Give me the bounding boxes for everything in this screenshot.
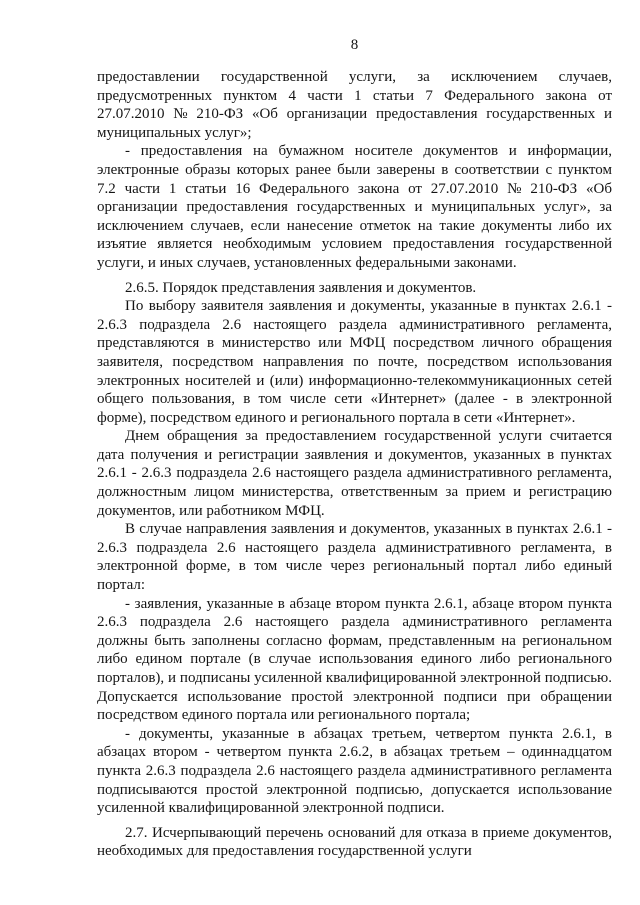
line-text: необходимых для предоставления государственной услуги: [97, 843, 472, 860]
line-text: должны быть заполнены согласно формам, представленным на региональном: [97, 632, 612, 649]
text-line: [97, 464, 612, 483]
text-line: [97, 446, 612, 465]
line-text: портал:: [97, 577, 146, 594]
line-text: - документы, указанные в абзацах третьем, четвертом пункта 2.6.1, в: [125, 725, 612, 742]
text-line: [97, 650, 612, 669]
line-text: усиленной квалифицированной электронной подписи.: [97, 800, 445, 817]
line-text: Допускается использование простой электронной подписи при обращении: [97, 688, 612, 705]
text-line: [97, 427, 612, 446]
paragraph-electronic-submission: [97, 520, 612, 594]
line-text: либо едином портале (в случае использования единого либо регионального: [97, 651, 612, 668]
line-text: электронные образы которых ранее были заверены в соответствии с пунктом: [97, 161, 612, 178]
line-text: заявителя, посредством направления по почте, посредством использования: [97, 353, 612, 370]
text-line: [97, 595, 612, 614]
line-text: исключением случаев, если нанесение отметок на такие документы либо их: [97, 217, 612, 234]
text-line: [97, 557, 612, 576]
text-line: [97, 502, 612, 521]
line-text: форме), посредством единого и регионального портала в сети «Интернет».: [97, 409, 576, 426]
text-line: [97, 87, 612, 106]
line-text: посредством единого портала или регионального портала;: [97, 707, 471, 724]
text-line: [97, 539, 612, 558]
line-text: изъятие является необходимым условием предоставления государственной: [97, 236, 612, 253]
text-line: [97, 613, 612, 632]
text-line: [97, 217, 612, 236]
text-line: [97, 669, 612, 688]
line-text: По выбору заявителя заявления и документы, указанные в пунктах 2.6.1 -: [125, 298, 612, 315]
line-text: должностным лицом министерства, ответственным за прием и регистрацию: [97, 484, 612, 501]
line-text: 2.6.3 подраздела 2.6 настоящего раздела административного регламента, в: [97, 539, 612, 556]
line-text: представляются в министерство или МФЦ посредством личного обращения: [97, 335, 612, 352]
line-text: общего пользования, в том числе сети «Интернет» (далее - в электронной: [97, 391, 612, 408]
text-line: [97, 824, 612, 843]
text-line: [97, 576, 612, 595]
page-number: 8: [350, 37, 359, 53]
text-line: [97, 520, 612, 539]
text-line: [97, 688, 612, 707]
text-line: [97, 353, 612, 372]
line-text: - предоставления на бумажном носителе документов и информации,: [125, 143, 612, 160]
line-text: электронных носителей и (или) информационно-телекоммуникационных сетей: [97, 372, 612, 389]
paragraph-applications-signing: [97, 595, 612, 725]
line-text: предусмотренных пунктом 4 части 1 статьи 7 Федерального закона от: [97, 87, 612, 104]
text-line: [97, 142, 612, 161]
text-line: [97, 297, 612, 316]
paragraph-paper-documents: [97, 142, 612, 272]
line-text: - заявления, указанные в абзаце втором пункта 2.6.1, абзаце втором пункта: [125, 595, 612, 612]
text-line: [97, 781, 612, 800]
line-text: муниципальных услуг»;: [97, 124, 252, 141]
document-body: [97, 68, 612, 861]
line-text: электронной форме, в том числе через региональный портал либо единый: [97, 558, 612, 575]
line-text: предоставлении государственной услуги, за исключением случаев,: [97, 69, 612, 85]
paragraph-documents-signing: [97, 725, 612, 818]
line-text: порталов), и подписаны усиленной квалифицированной электронной подписью.: [97, 670, 612, 686]
line-text: 7.2 части 1 статьи 16 Федерального закона от 27.07.2010 № 210-ФЗ «Об: [97, 180, 612, 197]
text-line: [97, 124, 612, 143]
text-line: [97, 762, 612, 781]
line-text: подписываются простой электронной подписью, допускается использование: [97, 781, 612, 798]
line-text: услуги, и иных случаев, установленных федеральными законами.: [97, 254, 517, 271]
text-line: [97, 743, 612, 762]
line-text: 2.6.3 подраздела 2.6 настоящего раздела административного регламента: [97, 614, 612, 631]
line-text: Днем обращения за предоставлением государственной услуги считается: [125, 428, 612, 445]
paragraph-application-date: [97, 427, 612, 520]
text-line: [97, 409, 612, 428]
line-text: документов, или работником МФЦ.: [97, 502, 325, 519]
text-line: [97, 180, 612, 199]
text-line: [97, 842, 612, 861]
text-line: [97, 161, 612, 180]
section-heading-2-7: [97, 824, 612, 861]
text-line: [97, 334, 612, 353]
text-line: [97, 105, 612, 124]
text-line: [97, 390, 612, 409]
line-text: 2.6.5. Порядок представления заявления и документов.: [125, 279, 477, 296]
text-line: [97, 198, 612, 217]
text-line: [97, 483, 612, 502]
text-line: [97, 279, 612, 298]
line-text: В случае направления заявления и документов, указанных в пунктах 2.6.1 -: [125, 521, 612, 538]
line-text: организации предоставления государственных и муниципальных услуг», за: [97, 199, 612, 216]
text-line: [97, 254, 612, 273]
line-text: абзацах втором - четвертом пункта 2.6.2, в абзацах третьем – одиннадцатом: [97, 744, 612, 761]
line-text: дата получения и регистрации заявления и документов, указанных в пунктах: [97, 446, 612, 463]
line-text: 27.07.2010 № 210-ФЗ «Об организации предоставления государственных и: [97, 106, 612, 123]
paragraph-continuation: [97, 68, 612, 142]
text-line: [97, 725, 612, 744]
text-line: [97, 235, 612, 254]
text-line: [97, 316, 612, 335]
text-line: [97, 706, 612, 725]
text-line: [97, 799, 612, 818]
section-heading-2-6-5: [97, 279, 612, 298]
line-text: 2.7. Исчерпывающий перечень оснований для отказа в приеме документов,: [125, 824, 612, 841]
line-text: пункта 2.6.3 подраздела 2.6 настоящего раздела административного регламента: [97, 762, 612, 779]
paragraph-submission-methods: [97, 297, 612, 427]
text-line: [97, 632, 612, 651]
text-line: [97, 372, 612, 391]
line-text: 2.6.1 - 2.6.3 подраздела 2.6 настоящего раздела административного регламента,: [97, 465, 612, 482]
line-text: 2.6.3 подраздела 2.6 настоящего раздела административного регламента,: [97, 316, 612, 333]
text-line: [97, 68, 612, 87]
